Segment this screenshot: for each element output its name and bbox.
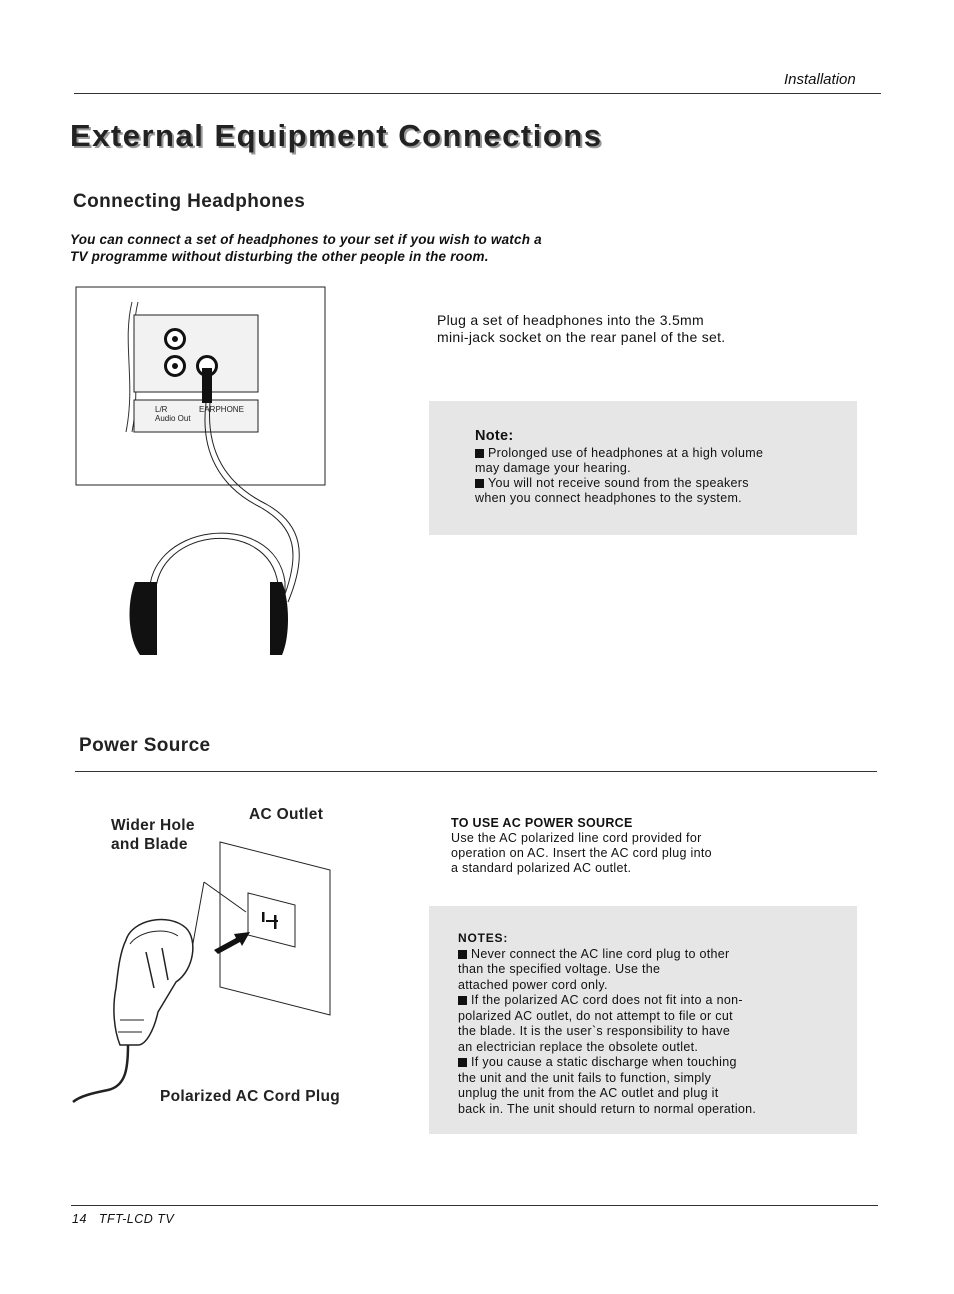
bullet-icon	[458, 1058, 467, 1067]
lr-label: L/R Audio Out	[155, 405, 191, 423]
bullet-icon	[475, 449, 484, 458]
product-name: TFT-LCD TV	[98, 1212, 175, 1226]
header-rule	[74, 93, 881, 94]
power-heading: Power Source	[79, 735, 211, 756]
outlet-slot	[262, 912, 265, 922]
note-item: If the polarized AC cord does not fit into a non- polarized AC outlet, do not attempt to file or cut the blade. It is the user`s responsibility to have an electrician replace the obsolete outlet.	[458, 993, 743, 1054]
intro-line: You can connect a set of headphones to your set if you wish to watch a	[70, 232, 542, 247]
headphone-plug	[202, 368, 212, 403]
note-item: If you cause a static discharge when touching the unit and the unit fails to function, simply unplug the unit from the AC outlet and plug it back in. The unit should return to normal operation.	[458, 1055, 757, 1116]
note-item: Never connect the AC line cord plug to other than the specified voltage. Use the attached power cord only.	[458, 946, 730, 992]
headphones-diagram	[70, 282, 330, 662]
power-plug-diagram	[68, 840, 338, 1110]
power-use-text: TO USE AC POWER SOURCE Use the AC polarized line cord provided for operation on AC. Insert the AC cord plug into a standard polarized AC outlet.	[451, 816, 712, 875]
headband	[149, 533, 285, 612]
headphones-heading: Connecting Headphones	[73, 191, 306, 212]
footer	[72, 1212, 174, 1226]
bullet-icon	[458, 996, 467, 1005]
jack-panel	[134, 315, 258, 392]
earphone-label: EARPHONE	[199, 405, 244, 414]
section-label: Installation	[784, 71, 856, 88]
ac-outlet-label: AC Outlet	[249, 806, 324, 823]
left-ear-cup	[130, 582, 157, 655]
power-notes-box	[429, 906, 857, 1134]
power-use-title: TO USE AC POWER SOURCE	[451, 816, 633, 830]
note-item: Prolonged use of headphones at a high volume may damage your hearing.	[475, 446, 764, 475]
power-cord	[73, 1045, 128, 1102]
headphones-instruction: Plug a set of headphones into the 3.5mm mini-jack socket on the rear panel of the set.	[437, 312, 726, 345]
note-title: Note:	[475, 428, 514, 444]
page-title: External Equipment Connections	[70, 118, 603, 153]
footer-rule	[71, 1205, 878, 1206]
notes-title: NOTES:	[458, 931, 509, 945]
wider-hole-label: Wider Hole and Blade	[111, 817, 195, 853]
bullet-icon	[475, 479, 484, 488]
note-item: You will not receive sound from the speakers when you connect headphones to the system.	[475, 476, 749, 505]
headphones-note	[475, 429, 835, 506]
headphones-intro	[70, 231, 542, 265]
power-notes	[458, 931, 848, 1117]
headphones-note-box	[429, 401, 857, 535]
plug-label: Polarized AC Cord Plug	[160, 1088, 340, 1105]
page-number: 14	[72, 1212, 87, 1226]
power-rule	[75, 771, 877, 772]
intro-line: TV programme without disturbing the other people in the room.	[70, 249, 489, 264]
headband	[156, 538, 278, 612]
bullet-icon	[458, 950, 467, 959]
